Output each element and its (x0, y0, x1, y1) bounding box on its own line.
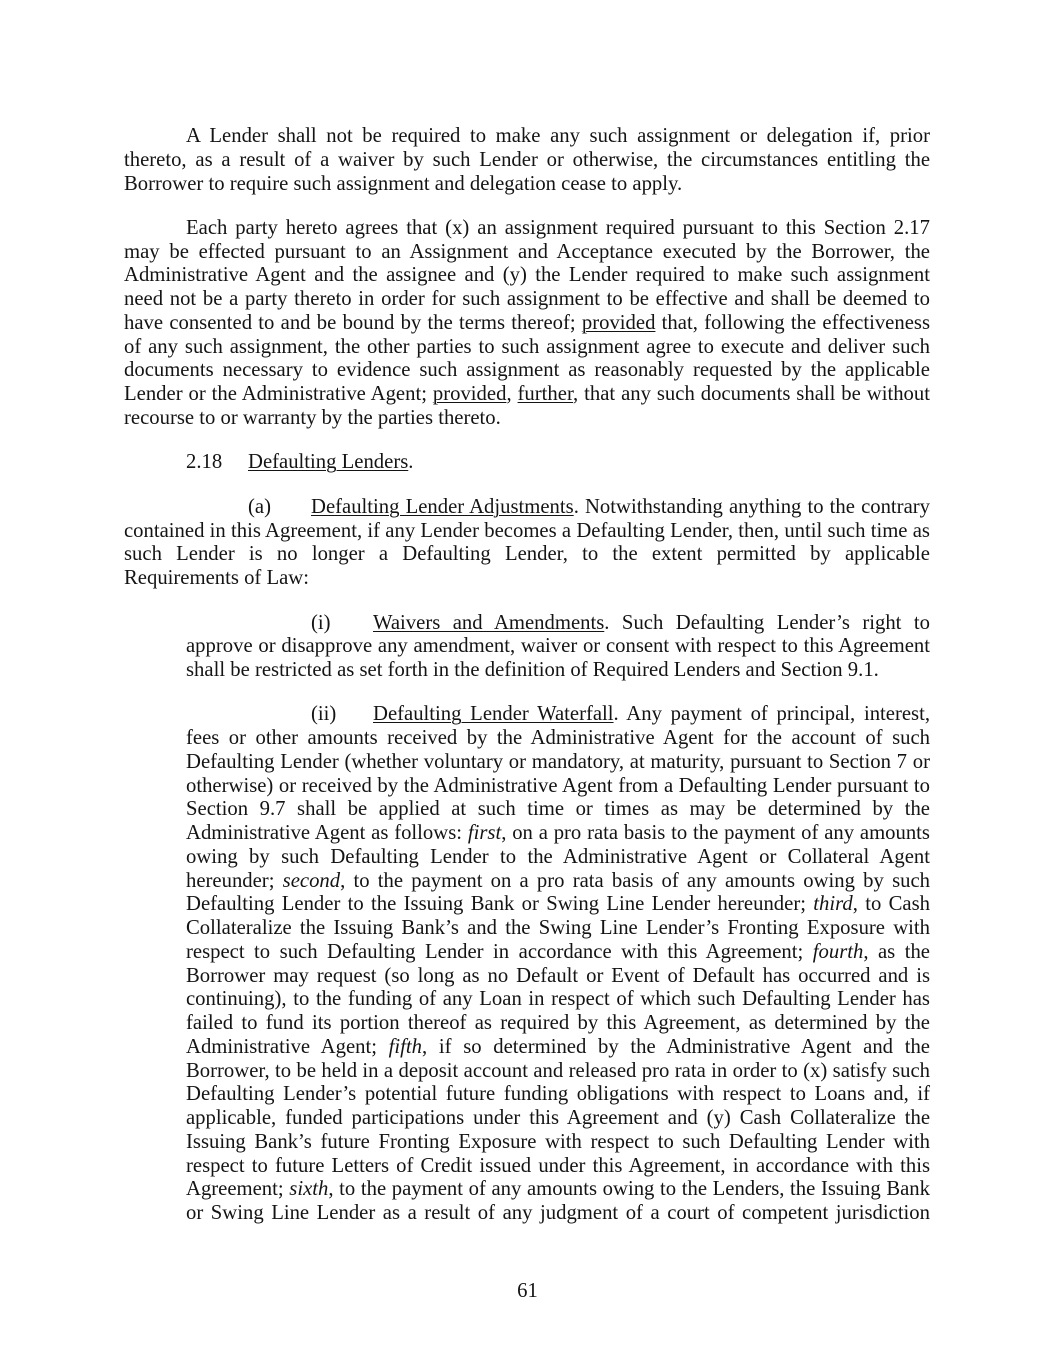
paragraph-text: A Lender shall not be required to make any such assignment or delegation if, prior thereto, as a result of a waiver by such Lender or otherwise, the circumstances entitling the Borrower to require such assignment and delegation cease to apply. (124, 125, 930, 195)
text-run: , to the payment of any amounts owing to the Lenders, the Issuing Bank or Swing Line Lender as a result of any judgment of a court of competent jurisdiction (186, 1178, 930, 1225)
paragraph-assignment-waiver (124, 125, 930, 196)
underlined-term-provided: provided (581, 311, 656, 334)
text-run: , if so determined by the Administrative Agent and the Borrower, to be held in a deposit account and released pro rata in order to (x) satisfy such Defaulting Lender’s potential future funding obligations with respect to Loans and, if applicable, funded participations under this Agreement and (y) Cash Collateralize the Issuing Bank’s future Fronting Exposure with respect to such Defaulting Lender with respect to future Letters of Credit issued under this Agreement, in accordance with this Agreement; (186, 1035, 930, 1201)
clause-body: . Notwithstanding anything to the contrary contained in this Agreement, if any Lender becomes a Defaulting Lender, then, until such time as such Lender is no longer a Defaulting Lender, to the extent permitted by applicable Requirements of Law: (124, 495, 930, 590)
italic-term-first: first (467, 822, 502, 845)
text-run: , that any such documents shall be without recourse to or warranty by the parties thereto. (124, 383, 930, 429)
text-run: that, following the effectiveness of any such assignment, the other parties to such assignment agree to execute and deliver such documents necessary to evidence such assignment as reasonably requested by the applicable Lender or the Administrative Agent; (124, 311, 930, 406)
section-heading-2-18 (124, 451, 930, 475)
clause-label: (a) (248, 495, 271, 518)
clause-body: . Such Defaulting Lender’s right to approve or disapprove any amendment, waiver or consent with respect to this Agreement shall be restricted as set forth in the definition of Required Lenders and Section 9.1. (186, 611, 931, 681)
section-title-punctuation: . (408, 451, 414, 474)
italic-term-second: second (282, 869, 341, 892)
clause-title: Defaulting Lender Adjustments (311, 495, 574, 518)
italic-term-third: third (813, 893, 853, 916)
underlined-term-further: further (517, 383, 574, 406)
text-run: . Any payment of principal, interest, fees or other amounts received by the Administrative Agent for the account of such Defaulting Lender (whether voluntary or mandatory, at maturity, pursuant to Section 7 or otherwise) or received by the Administrative Agent from a Defaulting Lender pursuant to Section 9.7 shall be applied at such time or times as may be determined by the Administrative Agent as follows: (186, 703, 931, 845)
page-body (124, 125, 930, 1247)
clause-title: Defaulting Lender Waterfall (373, 703, 614, 726)
text-run: , to Cash Collateralize the Issuing Bank’s and the Swing Line Lender’s Fronting Exposure with respect to such Defaulting Lender in accordance with this Agreement; (186, 893, 931, 963)
clause-label: (i) (311, 611, 331, 634)
section-number: 2.18 (186, 451, 223, 474)
italic-term-sixth: sixth (289, 1178, 329, 1201)
text-run: , as the Borrower may request (so long as no Default or Event of Default has occurred and is continuing), to the funding of any Loan in respect of which such Defaulting Lender has failed to fund its portion thereof as required by this Agreement, as determined by the Administrative Agent; (186, 940, 930, 1058)
text-run: Each party hereto agrees that (x) an assignment required pursuant to this Section 2.17 may be effected pursuant to an Assignment and Acceptance executed by the Borrower, the Administrative Agent and the assignee and (y) the Lender required to make such assignment need not be a party thereto in order for such assignment to be effective and shall be deemed to have consented to and be bound by the terms thereof; (124, 216, 930, 334)
italic-term-fifth: fifth (388, 1035, 422, 1058)
italic-term-fourth: fourth (812, 940, 864, 963)
section-title: Defaulting Lenders (248, 451, 409, 474)
text-run: , (506, 383, 518, 406)
clause-title: Waivers and Amendments (373, 611, 605, 634)
clause-a-defaulting-lender-adjustments (124, 496, 930, 591)
clause-i-waivers-and-amendments (186, 612, 930, 683)
page-number: 61 (517, 1280, 538, 1302)
text-run: , on a pro rata basis to the payment of any amounts owing by such Defaulting Lender to the Administrative Agent or Collateral Agent hereunder; (186, 822, 930, 892)
underlined-term-provided: provided (432, 383, 507, 406)
paragraph-assignment-effectiveness (124, 217, 930, 431)
text-run: , to the payment on a pro rata basis of any amounts owing by such Defaulting Lender to the Issuing Bank or Swing Line Lender hereunder; (186, 869, 930, 916)
clause-label: (ii) (311, 703, 337, 726)
clause-ii-defaulting-lender-waterfall (186, 703, 930, 1226)
